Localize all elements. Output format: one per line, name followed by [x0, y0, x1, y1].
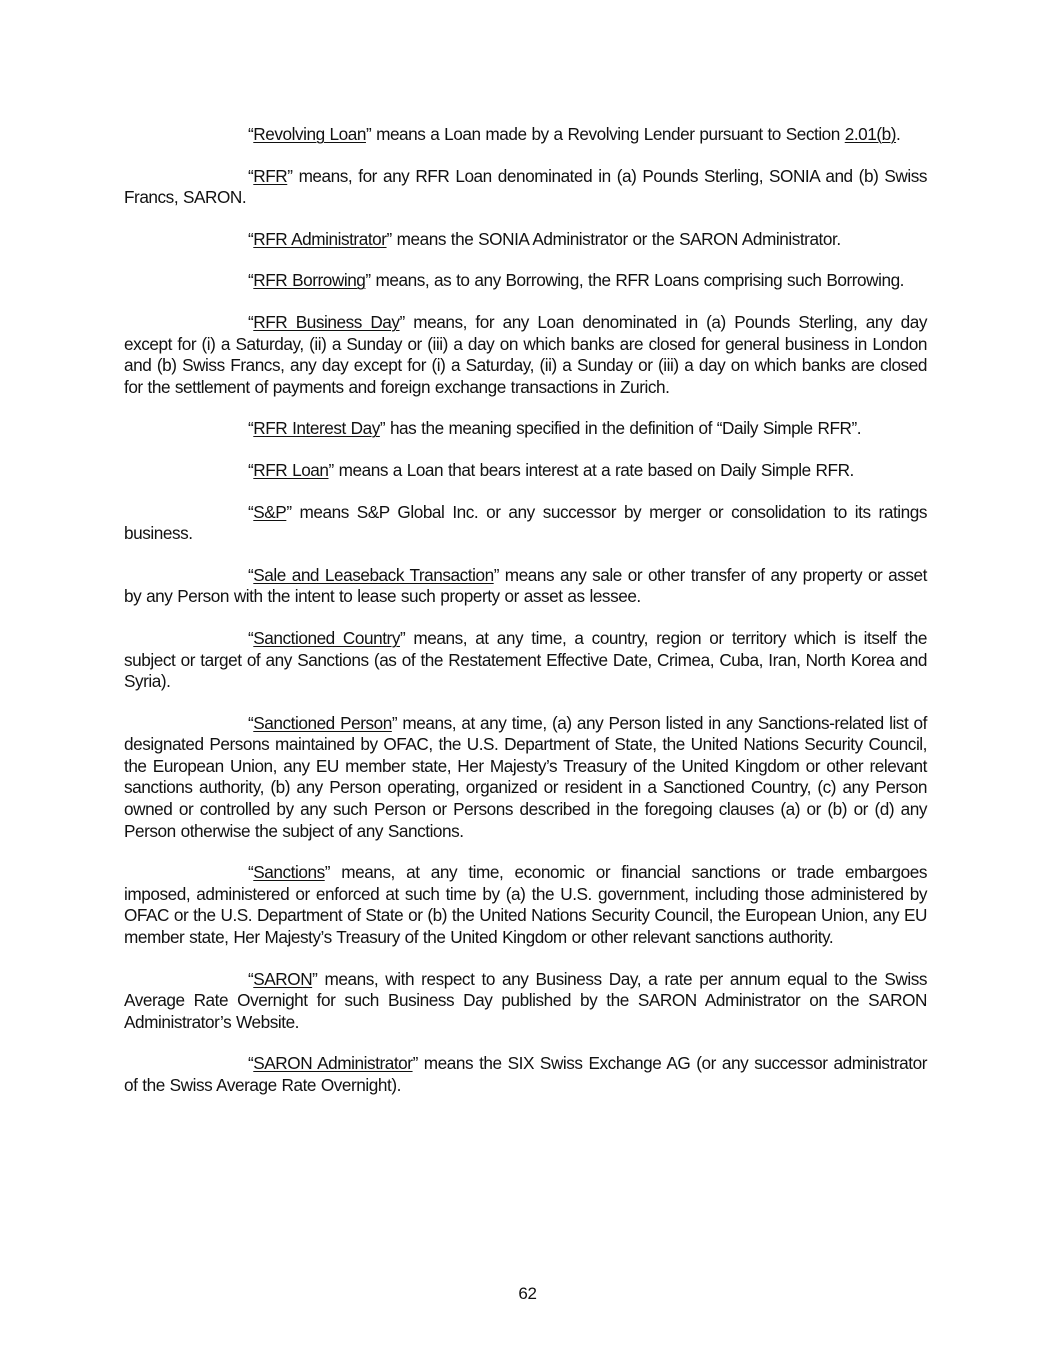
definition-rfr-loan [124, 460, 927, 482]
definition-text: means the SONIA Administrator or the SARON Administrator. [391, 228, 841, 249]
defined-term: Sale and Leaseback Transaction [253, 564, 494, 585]
definition-sanctions [124, 862, 927, 948]
close-quote: ” [365, 270, 371, 291]
open-quote: “ [248, 228, 254, 249]
open-quote: “ [248, 311, 254, 332]
defined-term: Sanctioned Country [253, 627, 400, 648]
defined-term: Sanctioned Person [253, 712, 392, 733]
open-quote: “ [248, 501, 254, 522]
close-quote: ” [328, 459, 334, 480]
close-quote: ” [493, 564, 499, 585]
close-quote: ” [399, 311, 405, 332]
open-quote: “ [248, 165, 254, 186]
close-quote: ” [412, 1053, 418, 1074]
definition-text: means any sale or other transfer of any property or asset by any Person with the intent to lease such property or asset as lessee. [124, 564, 927, 607]
definition-saron-administrator [124, 1053, 927, 1096]
definition-text: means, at any time, (a) any Person listed in any Sanctions-related list of designated Persons maintained by OFAC, the U.S. Department of State, the United Nations Security Council, the European Union, any EU member state, Her Majesty’s Treasury of the United Kingdom or other relevant sanctions authority, (b) any Person operating, organized or resident in a Sanctioned Country, (c) any Person owned or controlled by any such Person or Persons described in the foregoing clauses (a) or (b) or (d) any Person otherwise the subject of any Sanctions. [124, 712, 927, 841]
open-quote: “ [248, 862, 254, 883]
open-quote: “ [248, 124, 254, 144]
definition-rfr-interest-day [124, 418, 927, 440]
close-quote: ” [365, 124, 372, 144]
defined-term: Sanctions [253, 862, 325, 883]
close-quote: ” [379, 418, 386, 439]
close-quote: ” [324, 862, 330, 883]
definition-text-end: . [896, 124, 901, 144]
defined-term: RFR Borrowing [253, 270, 366, 291]
section-reference: 2.01(b) [844, 124, 897, 144]
open-quote: “ [248, 712, 254, 733]
defined-term: RFR Business Day [253, 311, 400, 332]
definition-text: means, for any Loan denominated in (a) Pounds Sterling, any day except for (i) a Saturday, (ii) a Sunday or (iii) a day on which banks are closed for general business in London and (b) Swiss Francs, any day except for (i) a Saturday, (ii) a Sunday or (iii) a day on which banks are closed for the settlement of payments and foreign exchange transactions in Zurich. [124, 311, 927, 397]
defined-term: Revolving Loan [253, 124, 366, 144]
definition-revolving-loan [124, 124, 927, 146]
defined-term: SARON Administrator [253, 1053, 413, 1074]
definition-text: means S&P Global Inc. or any successor by merger or consolidation to its ratings business. [124, 501, 927, 544]
definition-rfr-business-day [124, 312, 927, 398]
definition-text: means, at any time, economic or financial sanctions or trade embargoes imposed, administered or enforced at such time by (a) the U.S. government, including those administered by OFAC or the U.S. Department of State or (b) the United Nations Security Council, the European Union, any EU member state, Her Majesty’s Treasury of the United Kingdom or other relevant sanctions authority. [124, 862, 927, 948]
definition-sale-and-leaseback-transaction [124, 565, 927, 608]
close-quote: ” [386, 228, 392, 249]
definition-text: means, for any RFR Loan denominated in (a) Pounds Sterling, SONIA and (b) Swiss Francs, SARON. [124, 165, 927, 208]
document-page [124, 124, 927, 1117]
close-quote: ” [391, 712, 398, 733]
definition-rfr-administrator [124, 229, 927, 251]
defined-term: RFR Loan [253, 459, 329, 480]
open-quote: “ [248, 418, 254, 439]
defined-term: S&P [253, 501, 287, 522]
open-quote: “ [248, 968, 254, 989]
definition-sanctioned-person [124, 713, 927, 843]
close-quote: ” [399, 627, 406, 648]
definition-text: has the meaning specified in the definition of “Daily Simple RFR”. [385, 418, 862, 439]
close-quote: ” [287, 165, 293, 186]
definition-text: means, as to any Borrowing, the RFR Loans comprising such Borrowing. [370, 270, 904, 291]
definition-s-and-p [124, 502, 927, 545]
open-quote: “ [248, 270, 254, 291]
open-quote: “ [248, 1053, 254, 1074]
open-quote: “ [248, 459, 254, 480]
close-quote: ” [312, 968, 318, 989]
page-number: 62 [518, 1284, 537, 1303]
defined-term: SARON [253, 968, 313, 989]
definition-saron [124, 969, 927, 1034]
definition-text: means a Loan that bears interest at a rate based on Daily Simple RFR. [333, 459, 854, 480]
open-quote: “ [248, 564, 254, 585]
defined-term: RFR Interest Day [253, 418, 380, 439]
definition-text: means the SIX Swiss Exchange AG (or any successor administrator of the Swiss Average Rate Overnight). [124, 1053, 927, 1095]
definition-rfr-borrowing [124, 270, 927, 292]
close-quote: ” [286, 501, 292, 522]
defined-term: RFR [253, 165, 288, 186]
definition-text: means, with respect to any Business Day, a rate per annum equal to the Swiss Average Rate Overnight for such Business Day published by the SARON Administrator on the SARON Administrator’s Website. [124, 968, 927, 1032]
open-quote: “ [248, 627, 254, 648]
definition-text: means a Loan made by a Revolving Lender pursuant to Section [371, 124, 845, 144]
definition-sanctioned-country [124, 628, 927, 693]
definition-rfr [124, 166, 927, 209]
defined-term: RFR Administrator [253, 228, 387, 249]
definition-text: means, at any time, a country, region or territory which is itself the subject or target of any Sanctions (as of the Restatement Effective Date, Crimea, Cuba, Iran, North Korea and Syria). [124, 627, 927, 692]
